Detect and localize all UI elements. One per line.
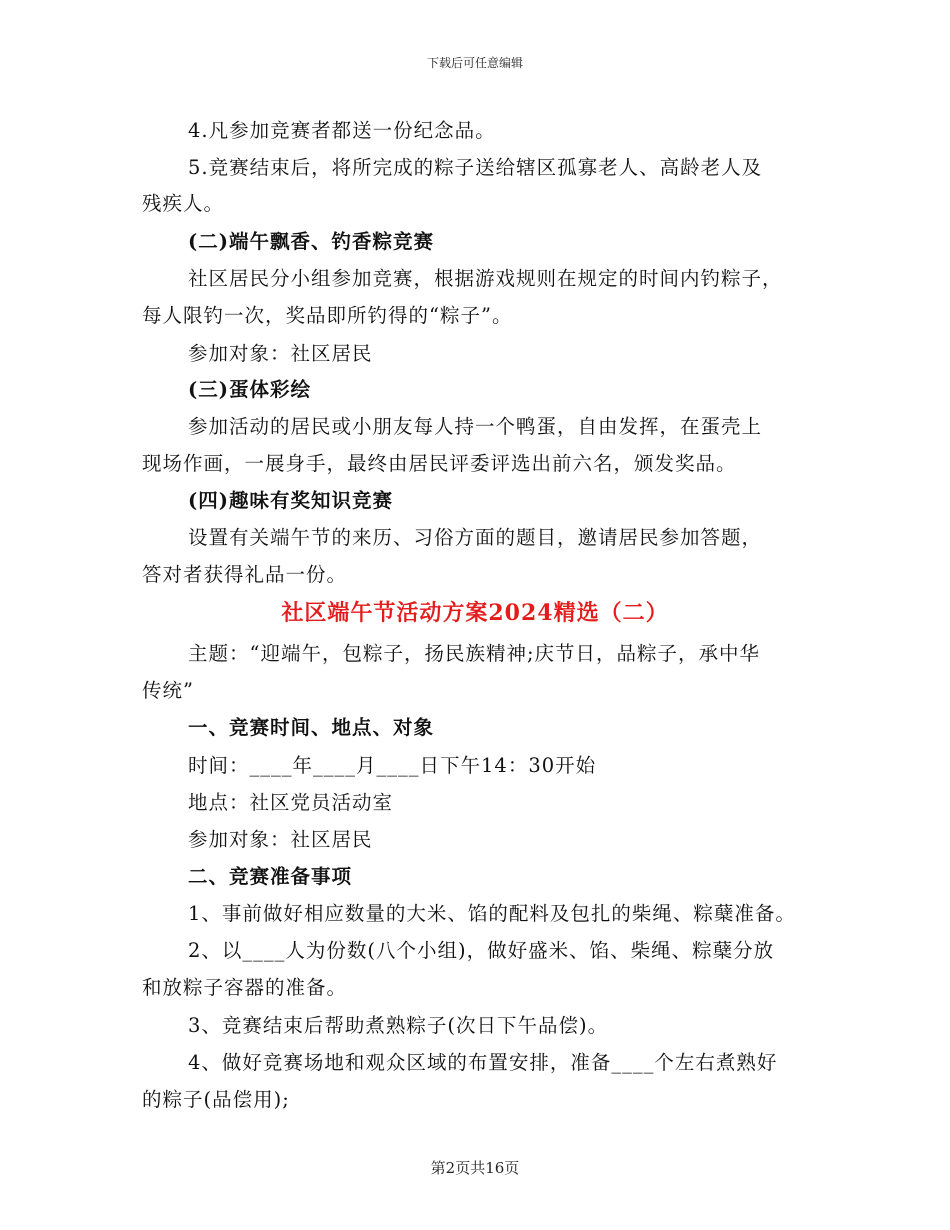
paragraph-line: 设置有关端午节的来历、习俗方面的题目，邀请居民参加答题， bbox=[188, 526, 763, 549]
list-item-2-cont: 和放粽子容器的准备。 bbox=[142, 976, 348, 999]
list-item-5-cont: 残疾人。 bbox=[142, 192, 225, 215]
heading-2: 二、竞赛准备事项 bbox=[188, 865, 353, 888]
page-footer: 第2页共16页 bbox=[430, 1159, 520, 1177]
list-item-5: 5.竞赛结束后，将所完成的粽子送给辖区孤寡老人、高龄老人及 bbox=[188, 156, 763, 179]
list-item-2: 2、以____人为份数(八个小组)，做好盛米、馅、柴绳、粽蘖分放 bbox=[188, 939, 775, 962]
paragraph-line: 社区居民分小组参加竞赛，根据游戏规则在规定的时间内钓粽子， bbox=[188, 267, 783, 290]
subheading-3: (三)蛋体彩绘 bbox=[188, 378, 311, 401]
paragraph-line: 现场作画，一展身手，最终由居民评委评选出前六名，颁发奖品。 bbox=[142, 452, 737, 475]
location-line: 地点：社区党员活动室 bbox=[188, 791, 394, 814]
paragraph-line: 参加对象：社区居民 bbox=[188, 342, 373, 365]
list-item-3: 3、竞赛结束后帮助煮熟粽子(次日下午品偿)。 bbox=[188, 1014, 609, 1037]
subheading-4: (四)趣味有奖知识竞赛 bbox=[188, 489, 393, 512]
subheading-2: (二)端午飘香、钓香粽竞赛 bbox=[188, 230, 434, 253]
page-header: 下载后可任意编辑 bbox=[426, 56, 523, 70]
paragraph-line: 每人限钓一次，奖品即所钓得的“粽子”。 bbox=[142, 304, 513, 327]
heading-1: 一、竞赛时间、地点、对象 bbox=[188, 716, 435, 739]
list-item-4b: 4、做好竞赛场地和观众区域的布置安排，准备____个左右煮熟好 bbox=[188, 1051, 778, 1074]
paragraph-line: 参加活动的居民或小朋友每人持一个鸭蛋，自由发挥，在蛋壳上 bbox=[188, 415, 763, 438]
theme-line: 主题：“迎端午，包粽子，扬民族精神;庆节日，品粽子，承中华 bbox=[188, 642, 761, 665]
time-line: 时间：____年____月____日下午14：30开始 bbox=[188, 754, 597, 777]
list-item-4: 4.凡参加竞赛者都送一份纪念品。 bbox=[188, 119, 496, 142]
participants-line: 参加对象：社区居民 bbox=[188, 828, 373, 851]
paragraph-line: 答对者获得礼品一份。 bbox=[142, 563, 348, 586]
theme-line-cont: 传统” bbox=[142, 679, 194, 702]
list-item-4b-cont: 的粽子(品偿用); bbox=[142, 1088, 290, 1111]
section-title: 社区端午节活动方案2024精选（二） bbox=[281, 600, 669, 626]
list-item-1: 1、事前做好相应数量的大米、馅的配料及包扎的柴绳、粽蘖准备。 bbox=[188, 902, 796, 925]
